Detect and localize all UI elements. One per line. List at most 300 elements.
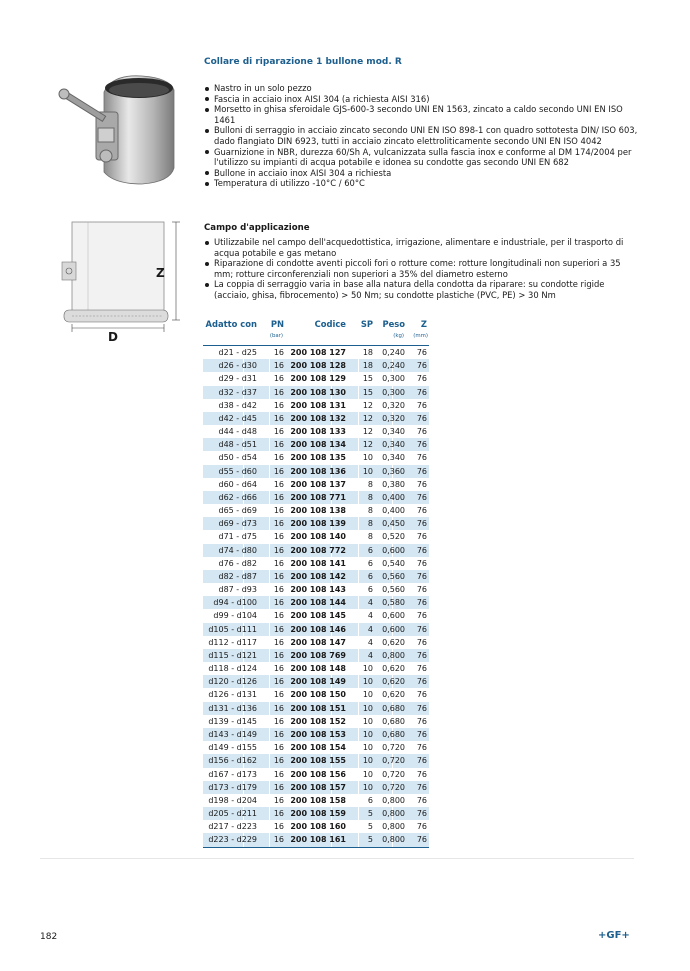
cell-sp: 10 [362,743,373,753]
cell-size: d29 - d31 [218,374,257,384]
cell-weight: 0,720 [382,743,405,753]
table-row [203,636,429,649]
cell-size: d26 - d30 [218,361,257,371]
cell-weight: 0,320 [382,413,405,423]
cell-sp: 15 [362,387,373,397]
cell-size: d74 - d80 [218,545,257,555]
cell-size: d32 - d37 [218,387,257,397]
cell-z: 76 [416,690,427,700]
cell-pn: 16 [273,545,284,555]
cell-pn: 16 [273,585,284,595]
cell-sp: 12 [362,413,373,423]
table-row [203,583,429,596]
cell-sp: 8 [367,519,373,529]
cell-sp: 4 [367,598,373,608]
table-row [203,346,429,359]
cell-pn: 16 [273,427,284,437]
applications-list [204,237,640,301]
feature-item: Nastro in un solo pezzo [204,83,640,94]
cell-pn: 16 [273,650,284,660]
cell-code: 200 108 144 [290,598,346,608]
section-title: Campo d'applicazione [204,223,310,233]
cell-sp: 10 [362,453,373,463]
cell-z: 76 [416,387,427,397]
header-pn: PN [270,319,284,329]
cell-code: 200 108 152 [290,716,346,726]
cell-weight: 0,360 [382,466,405,476]
cell-code: 200 108 139 [290,519,346,529]
cell-weight: 0,320 [382,400,405,410]
cell-size: d48 - d51 [218,440,257,450]
cell-size: d198 - d204 [208,795,257,805]
cell-code: 200 108 135 [290,453,346,463]
table-bottom-rule [203,847,429,848]
cell-sp: 12 [362,427,373,437]
table-row [203,478,429,491]
cell-pn: 16 [273,637,284,647]
cell-weight: 0,800 [382,650,405,660]
table-row [203,715,429,728]
cell-sp: 10 [362,782,373,792]
cell-code: 200 108 157 [290,782,346,792]
feature-item: Fascia in acciaio inox AISI 304 (a richiesta AISI 316) [204,94,640,105]
cell-z: 76 [416,769,427,779]
cell-z: 76 [416,479,427,489]
cell-code: 200 108 148 [290,664,346,674]
cell-weight: 0,340 [382,427,405,437]
table-row [203,596,429,609]
cell-sp: 10 [362,769,373,779]
cell-z: 76 [416,466,427,476]
cell-sp: 5 [367,822,373,832]
cell-size: d21 - d25 [218,348,257,357]
cell-pn: 16 [273,809,284,819]
product-photo [52,72,180,190]
cell-code: 200 108 153 [290,729,346,739]
cell-size: d71 - d75 [218,532,257,542]
table-row [203,425,429,438]
cell-code: 200 108 143 [290,585,346,595]
cell-sp: 10 [362,716,373,726]
cell-size: d167 - d173 [208,769,257,779]
cell-code: 200 108 161 [290,835,346,845]
cell-weight: 0,720 [382,756,405,766]
cell-weight: 0,720 [382,769,405,779]
cell-size: d126 - d131 [208,690,257,700]
cell-size: d62 - d66 [218,492,257,502]
cell-size: d44 - d48 [218,427,257,437]
cell-pn: 16 [273,400,284,410]
cell-pn: 16 [273,374,284,384]
cell-z: 76 [416,809,427,819]
cell-weight: 0,540 [382,558,405,568]
cell-pn: 16 [273,795,284,805]
cell-z: 76 [416,756,427,766]
cell-z: 76 [416,729,427,739]
cell-pn: 16 [273,624,284,634]
cell-z: 76 [416,545,427,555]
table-row [203,794,429,807]
cell-sp: 10 [362,756,373,766]
table-row [203,781,429,794]
cell-pn: 16 [273,492,284,502]
cell-pn: 16 [273,532,284,542]
table-row [203,399,429,412]
cell-code: 200 108 149 [290,677,346,687]
cell-z: 76 [416,822,427,832]
cell-code: 200 108 151 [290,703,346,713]
cell-code: 200 108 145 [290,611,346,621]
cell-pn: 16 [273,835,284,845]
cell-z: 76 [416,664,427,674]
cell-weight: 0,720 [382,782,405,792]
cell-sp: 6 [367,795,373,805]
cell-code: 200 108 769 [290,650,346,660]
cell-sp: 6 [367,545,373,555]
cell-code: 200 108 131 [290,400,346,410]
table-row [203,623,429,636]
table-row [203,754,429,767]
cell-size: d131 - d136 [208,703,257,713]
cell-sp: 4 [367,637,373,647]
table-row [203,438,429,451]
table-row [203,741,429,754]
table-row [203,412,429,425]
cell-pn: 16 [273,558,284,568]
cell-weight: 0,450 [382,519,405,529]
cell-weight: 0,560 [382,585,405,595]
cell-pn: 16 [273,413,284,423]
application-item: Utilizzabile nel campo dell'acquedottistica, irrigazione, alimentare e industriale, per il trasporto di acqua potabile e gas metano [204,237,640,258]
cell-code: 200 108 136 [290,466,346,476]
table-row [203,570,429,583]
table-row [203,688,429,701]
cell-sp: 15 [362,374,373,384]
cell-z: 76 [416,506,427,516]
unit-pn: (bar) [269,333,283,339]
cell-z: 76 [416,743,427,753]
cell-z: 76 [416,532,427,542]
cell-code: 200 108 133 [290,427,346,437]
cell-z: 76 [416,361,427,371]
table-row [203,675,429,688]
dimension-z-label: Z [156,266,165,280]
cell-pn: 16 [273,769,284,779]
cell-pn: 16 [273,677,284,687]
cell-weight: 0,800 [382,822,405,832]
cell-weight: 0,800 [382,835,405,845]
cell-sp: 10 [362,466,373,476]
cell-weight: 0,600 [382,611,405,621]
cell-weight: 0,380 [382,479,405,489]
cell-sp: 6 [367,585,373,595]
cell-sp: 6 [367,571,373,581]
feature-item: Bullone in acciaio inox AISI 304 a richiesta [204,168,640,179]
cell-z: 76 [416,453,427,463]
cell-sp: 4 [367,624,373,634]
cell-sp: 8 [367,479,373,489]
cell-weight: 0,520 [382,532,405,542]
cell-pn: 16 [273,361,284,371]
cell-code: 200 108 160 [290,822,346,832]
cell-z: 76 [416,427,427,437]
cell-pn: 16 [273,756,284,766]
cell-z: 76 [416,650,427,660]
table-row [203,649,429,662]
cell-weight: 0,620 [382,677,405,687]
unit-z: (mm) [413,333,428,339]
cell-pn: 16 [273,519,284,529]
cell-weight: 0,680 [382,703,405,713]
cell-size: d42 - d45 [218,413,257,423]
cell-size: d217 - d223 [208,822,257,832]
cell-code: 200 108 141 [290,558,346,568]
cell-code: 200 108 154 [290,743,346,753]
table-row [203,359,429,372]
cell-weight: 0,620 [382,690,405,700]
application-item: La coppia di serraggio varia in base alla natura della condotta da riparare: su condotte rigide (acciaio, ghisa, fibrocemento) > 50 Nm; su condotte plastiche (PVC, PE) > 30 Nm [204,279,640,300]
cell-weight: 0,800 [382,809,405,819]
cell-weight: 0,340 [382,453,405,463]
cell-z: 76 [416,703,427,713]
table-row [203,768,429,781]
table-row [203,833,429,846]
cell-z: 76 [416,637,427,647]
table-row [203,544,429,557]
cell-pn: 16 [273,453,284,463]
page-number: 182 [40,932,58,942]
cell-sp: 18 [362,348,373,357]
cell-z: 76 [416,492,427,502]
header-size: Adatto con [205,319,257,329]
cell-z: 76 [416,374,427,384]
cell-code: 200 108 132 [290,413,346,423]
cell-z: 76 [416,413,427,423]
cell-code: 200 108 146 [290,624,346,634]
cell-pn: 16 [273,703,284,713]
cell-sp: 4 [367,611,373,621]
cell-size: d173 - d179 [208,782,257,792]
cell-code: 200 108 147 [290,637,346,647]
cell-pn: 16 [273,611,284,621]
cell-sp: 10 [362,664,373,674]
cell-size: d50 - d54 [218,453,257,463]
product-table [203,319,429,848]
table-row [203,386,429,399]
cell-code: 200 108 150 [290,690,346,700]
cell-size: d120 - d126 [208,677,257,687]
gf-logo: +GF+ [598,930,630,941]
technical-drawing [58,214,188,344]
cell-size: d65 - d69 [218,506,257,516]
feature-item: Morsetto in ghisa sferoidale GJS-600-3 secondo UNI EN 1563, zincato a caldo secondo UNI EN ISO 1461 [204,104,640,125]
cell-pn: 16 [273,479,284,489]
cell-sp: 10 [362,690,373,700]
cell-z: 76 [416,440,427,450]
table-header [203,319,429,346]
cell-pn: 16 [273,466,284,476]
cell-sp: 8 [367,506,373,516]
cell-size: d60 - d64 [218,479,257,489]
cell-z: 76 [416,835,427,845]
cell-pn: 16 [273,387,284,397]
table-row [203,517,429,530]
unit-weight: (kg) [393,333,404,339]
cell-pn: 16 [273,729,284,739]
cell-pn: 16 [273,743,284,753]
header-weight: Peso [382,319,405,329]
table-row [203,530,429,543]
cell-size: d76 - d82 [218,558,257,568]
feature-item: Bulloni di serraggio in acciaio zincato secondo UNI EN ISO 898-1 con quadro sottotesta DIN/ ISO 603, dado flangiato DIN 6923, tutti in acciaio zincato elettroliticamente secondo UNI EN ISO 4042 [204,125,640,146]
cell-pn: 16 [273,571,284,581]
cell-sp: 12 [362,400,373,410]
cell-z: 76 [416,348,427,357]
cell-weight: 0,600 [382,545,405,555]
feature-item: Guarnizione in NBR, durezza 60/Sh A, vulcanizzata sulla fascia inox e conforme al DM 174/2004 per l'utilizzo su impianti di acqua potabile e idonea su condotte gas secondo UNI EN 682 [204,147,640,168]
cell-pn: 16 [273,716,284,726]
cell-z: 76 [416,571,427,581]
cell-weight: 0,800 [382,795,405,805]
table-row [203,372,429,385]
cell-pn: 16 [273,690,284,700]
cell-size: d223 - d229 [208,835,257,845]
cell-pn: 16 [273,348,284,357]
table-row [203,702,429,715]
cell-z: 76 [416,677,427,687]
cell-code: 200 108 158 [290,795,346,805]
cell-sp: 5 [367,809,373,819]
cell-weight: 0,680 [382,729,405,739]
cell-z: 76 [416,400,427,410]
cell-sp: 12 [362,440,373,450]
cell-weight: 0,620 [382,664,405,674]
cell-size: d82 - d87 [218,571,257,581]
cell-weight: 0,240 [382,348,405,357]
cell-code: 200 108 159 [290,809,346,819]
cell-z: 76 [416,782,427,792]
cell-weight: 0,300 [382,387,405,397]
cell-size: d118 - d124 [208,664,257,674]
cell-weight: 0,600 [382,624,405,634]
cell-weight: 0,300 [382,374,405,384]
cell-pn: 16 [273,506,284,516]
table-body [203,346,429,847]
cell-size: d115 - d121 [208,650,257,660]
cell-code: 200 108 155 [290,756,346,766]
cell-pn: 16 [273,664,284,674]
cell-code: 200 108 138 [290,506,346,516]
cell-size: d99 - d104 [213,611,257,621]
cell-weight: 0,340 [382,440,405,450]
cell-z: 76 [416,795,427,805]
product-title: Collare di riparazione 1 bullone mod. R [204,57,402,67]
cell-size: d87 - d93 [218,585,257,595]
table-row [203,557,429,570]
table-row [203,662,429,675]
cell-size: d112 - d117 [208,637,257,647]
cell-weight: 0,620 [382,637,405,647]
header-sp: SP [360,319,373,329]
cell-z: 76 [416,585,427,595]
table-row [203,609,429,622]
cell-sp: 5 [367,835,373,845]
cell-weight: 0,400 [382,506,405,516]
header-code: Codice [314,319,346,329]
cell-sp: 4 [367,650,373,660]
cell-size: d94 - d100 [213,598,257,608]
cell-weight: 0,560 [382,571,405,581]
cell-z: 76 [416,611,427,621]
cell-size: d205 - d211 [208,809,257,819]
cell-sp: 18 [362,361,373,371]
cell-code: 200 108 142 [290,571,346,581]
cell-size: d139 - d145 [208,716,257,726]
cell-weight: 0,580 [382,598,405,608]
cell-code: 200 108 156 [290,769,346,779]
feature-item: Temperatura di utilizzo -10°C / 60°C [204,178,640,189]
application-item: Riparazione di condotte aventi piccoli fori o rotture come: rotture longitudinali non superiori a 35 mm; rotture circonferenziali non superiori a 35% del diametro esterno [204,258,640,279]
cell-size: d55 - d60 [218,466,257,476]
cell-code: 200 108 772 [290,545,346,555]
cell-code: 200 108 140 [290,532,346,542]
table-row [203,451,429,464]
cell-z: 76 [416,624,427,634]
cell-pn: 16 [273,598,284,608]
table-row [203,807,429,820]
cell-pn: 16 [273,440,284,450]
cell-code: 200 108 137 [290,479,346,489]
cell-weight: 0,680 [382,716,405,726]
cell-z: 76 [416,519,427,529]
cell-code: 200 108 128 [290,361,346,371]
header-z: Z [420,319,427,329]
cell-pn: 16 [273,822,284,832]
cell-z: 76 [416,558,427,568]
cell-sp: 8 [367,492,373,502]
cell-code: 200 108 130 [290,387,346,397]
cell-weight: 0,240 [382,361,405,371]
dimension-d-label: D [108,330,118,344]
cell-z: 76 [416,598,427,608]
table-row [203,465,429,478]
cell-size: d69 - d73 [218,519,257,529]
cell-z: 76 [416,716,427,726]
table-row [203,820,429,833]
cell-code: 200 108 134 [290,440,346,450]
features-list [204,83,640,189]
cell-size: d38 - d42 [218,400,257,410]
table-row [203,491,429,504]
cell-pn: 16 [273,782,284,792]
cell-size: d105 - d111 [208,624,257,634]
cell-sp: 8 [367,532,373,542]
cell-code: 200 108 129 [290,374,346,384]
table-row [203,728,429,741]
cell-code: 200 108 127 [290,348,346,357]
cell-size: d149 - d155 [208,743,257,753]
cell-weight: 0,400 [382,492,405,502]
cell-sp: 10 [362,729,373,739]
footer-rule [40,858,634,859]
table-row [203,504,429,517]
cell-size: d143 - d149 [208,729,257,739]
cell-sp: 6 [367,558,373,568]
cell-code: 200 108 771 [290,492,346,502]
cell-sp: 10 [362,703,373,713]
cell-size: d156 - d162 [208,756,257,766]
cell-sp: 10 [362,677,373,687]
